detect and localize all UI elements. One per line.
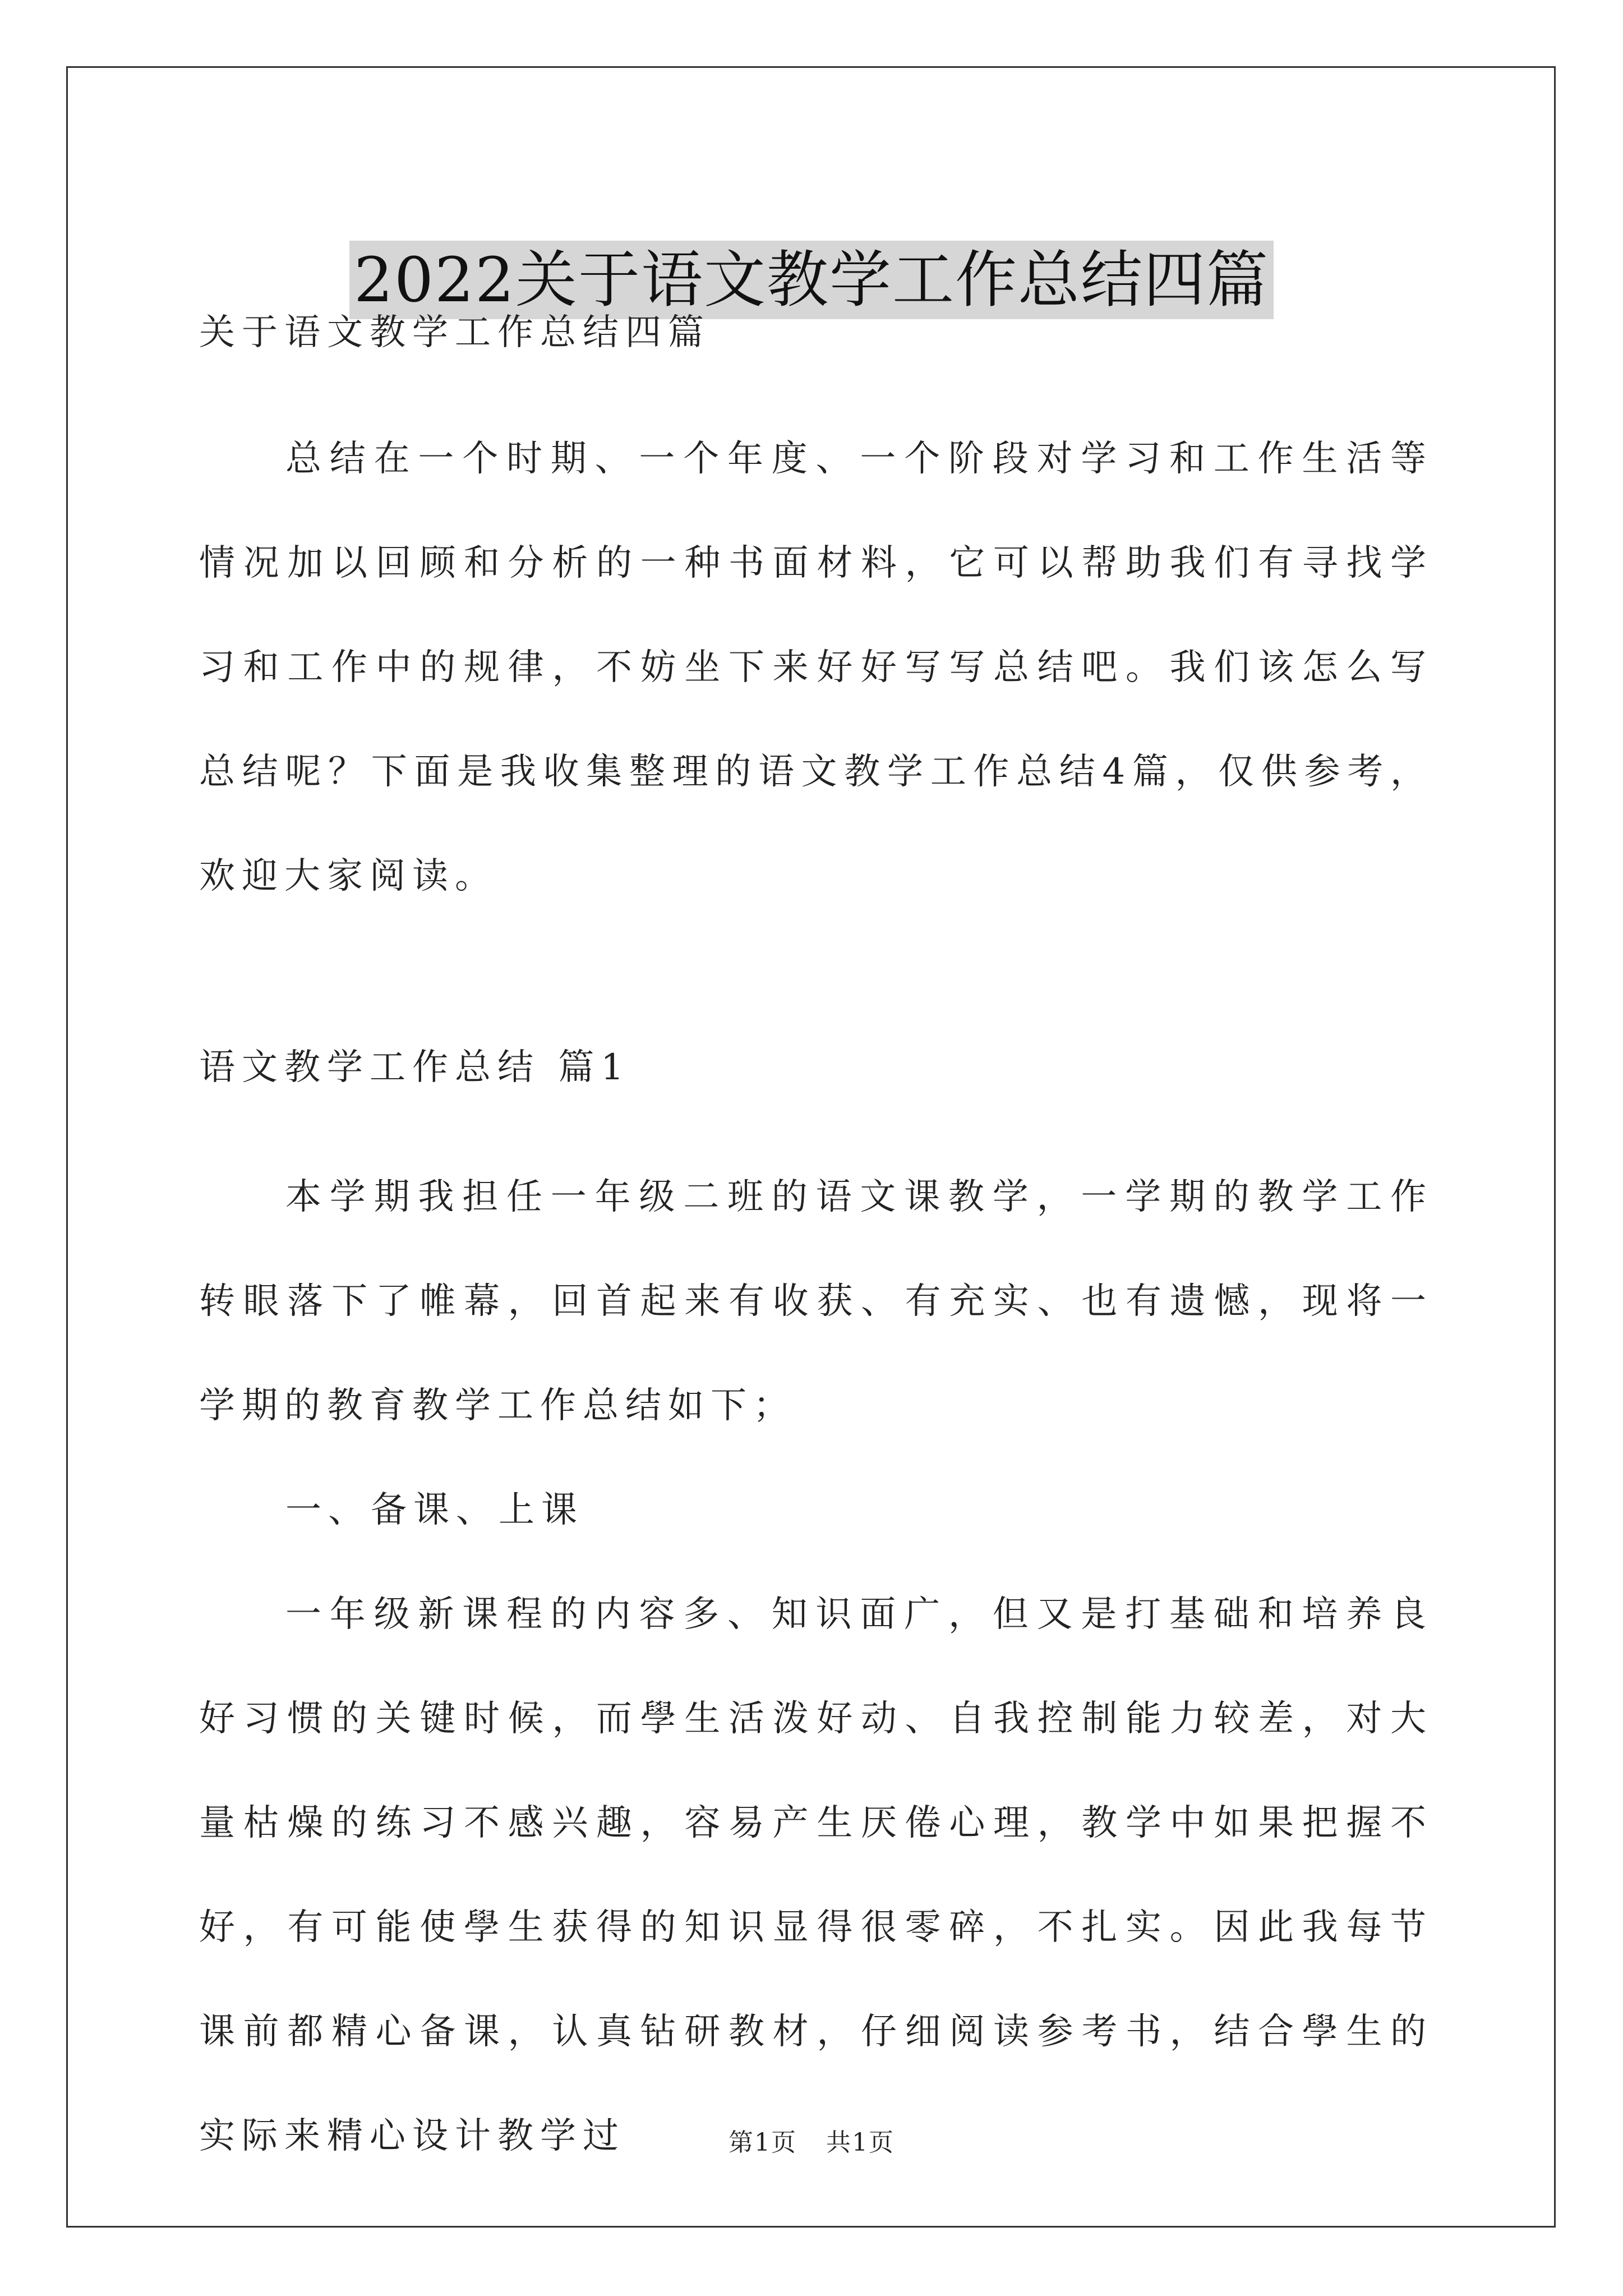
page-number-total: 共1页 [826,2128,895,2157]
document-body [199,306,1433,2188]
document-title: 2022关于语文教学工作总结四篇 [349,241,1274,319]
item-paragraph: 一年级新课程的内容多、知识面广，但又是打基础和培养良好习惯的关键时候，而學生活泼好动、自我控制能力较差，对大量枯燥的练习不感兴趣，容易产生厌倦心理，教学中如果把握不好，有可能使學生获得的知识显得很零碎，不扎实。因此我每节课前都精心备课，认真钻研教材，仔细阅读参考书，结合學生的实际来精心设计教学过 [199,1594,1433,2157]
item-heading: 一、备课、上课 [285,1489,584,1531]
section-paragraph: 本学期我担任一年级二班的语文课教学，一学期的教学工作转眼落下了帷幕，回首起来有收获、有充实、也有遗憾，现将一学期的教育教学工作总结如下； [199,1176,1433,1427]
section-title: 语文教学工作总结 篇1 [199,1047,631,1088]
page-number-current: 第1页 [728,2128,797,2157]
page-footer [0,2122,1623,2158]
intro-paragraph: 总结在一个时期、一个年度、一个阶段对学习和工作生活等情况加以回顾和分析的一种书面材料，它可以帮助我们有寻找学习和工作中的规律，不妨坐下来好好写写总结吧。我们该怎么写总结呢？下面是我收集整理的语文教学工作总结4篇，仅供参考，欢迎大家阅读。 [199,438,1433,897]
document-subtitle: 关于语文教学工作总结四篇 [199,312,711,353]
